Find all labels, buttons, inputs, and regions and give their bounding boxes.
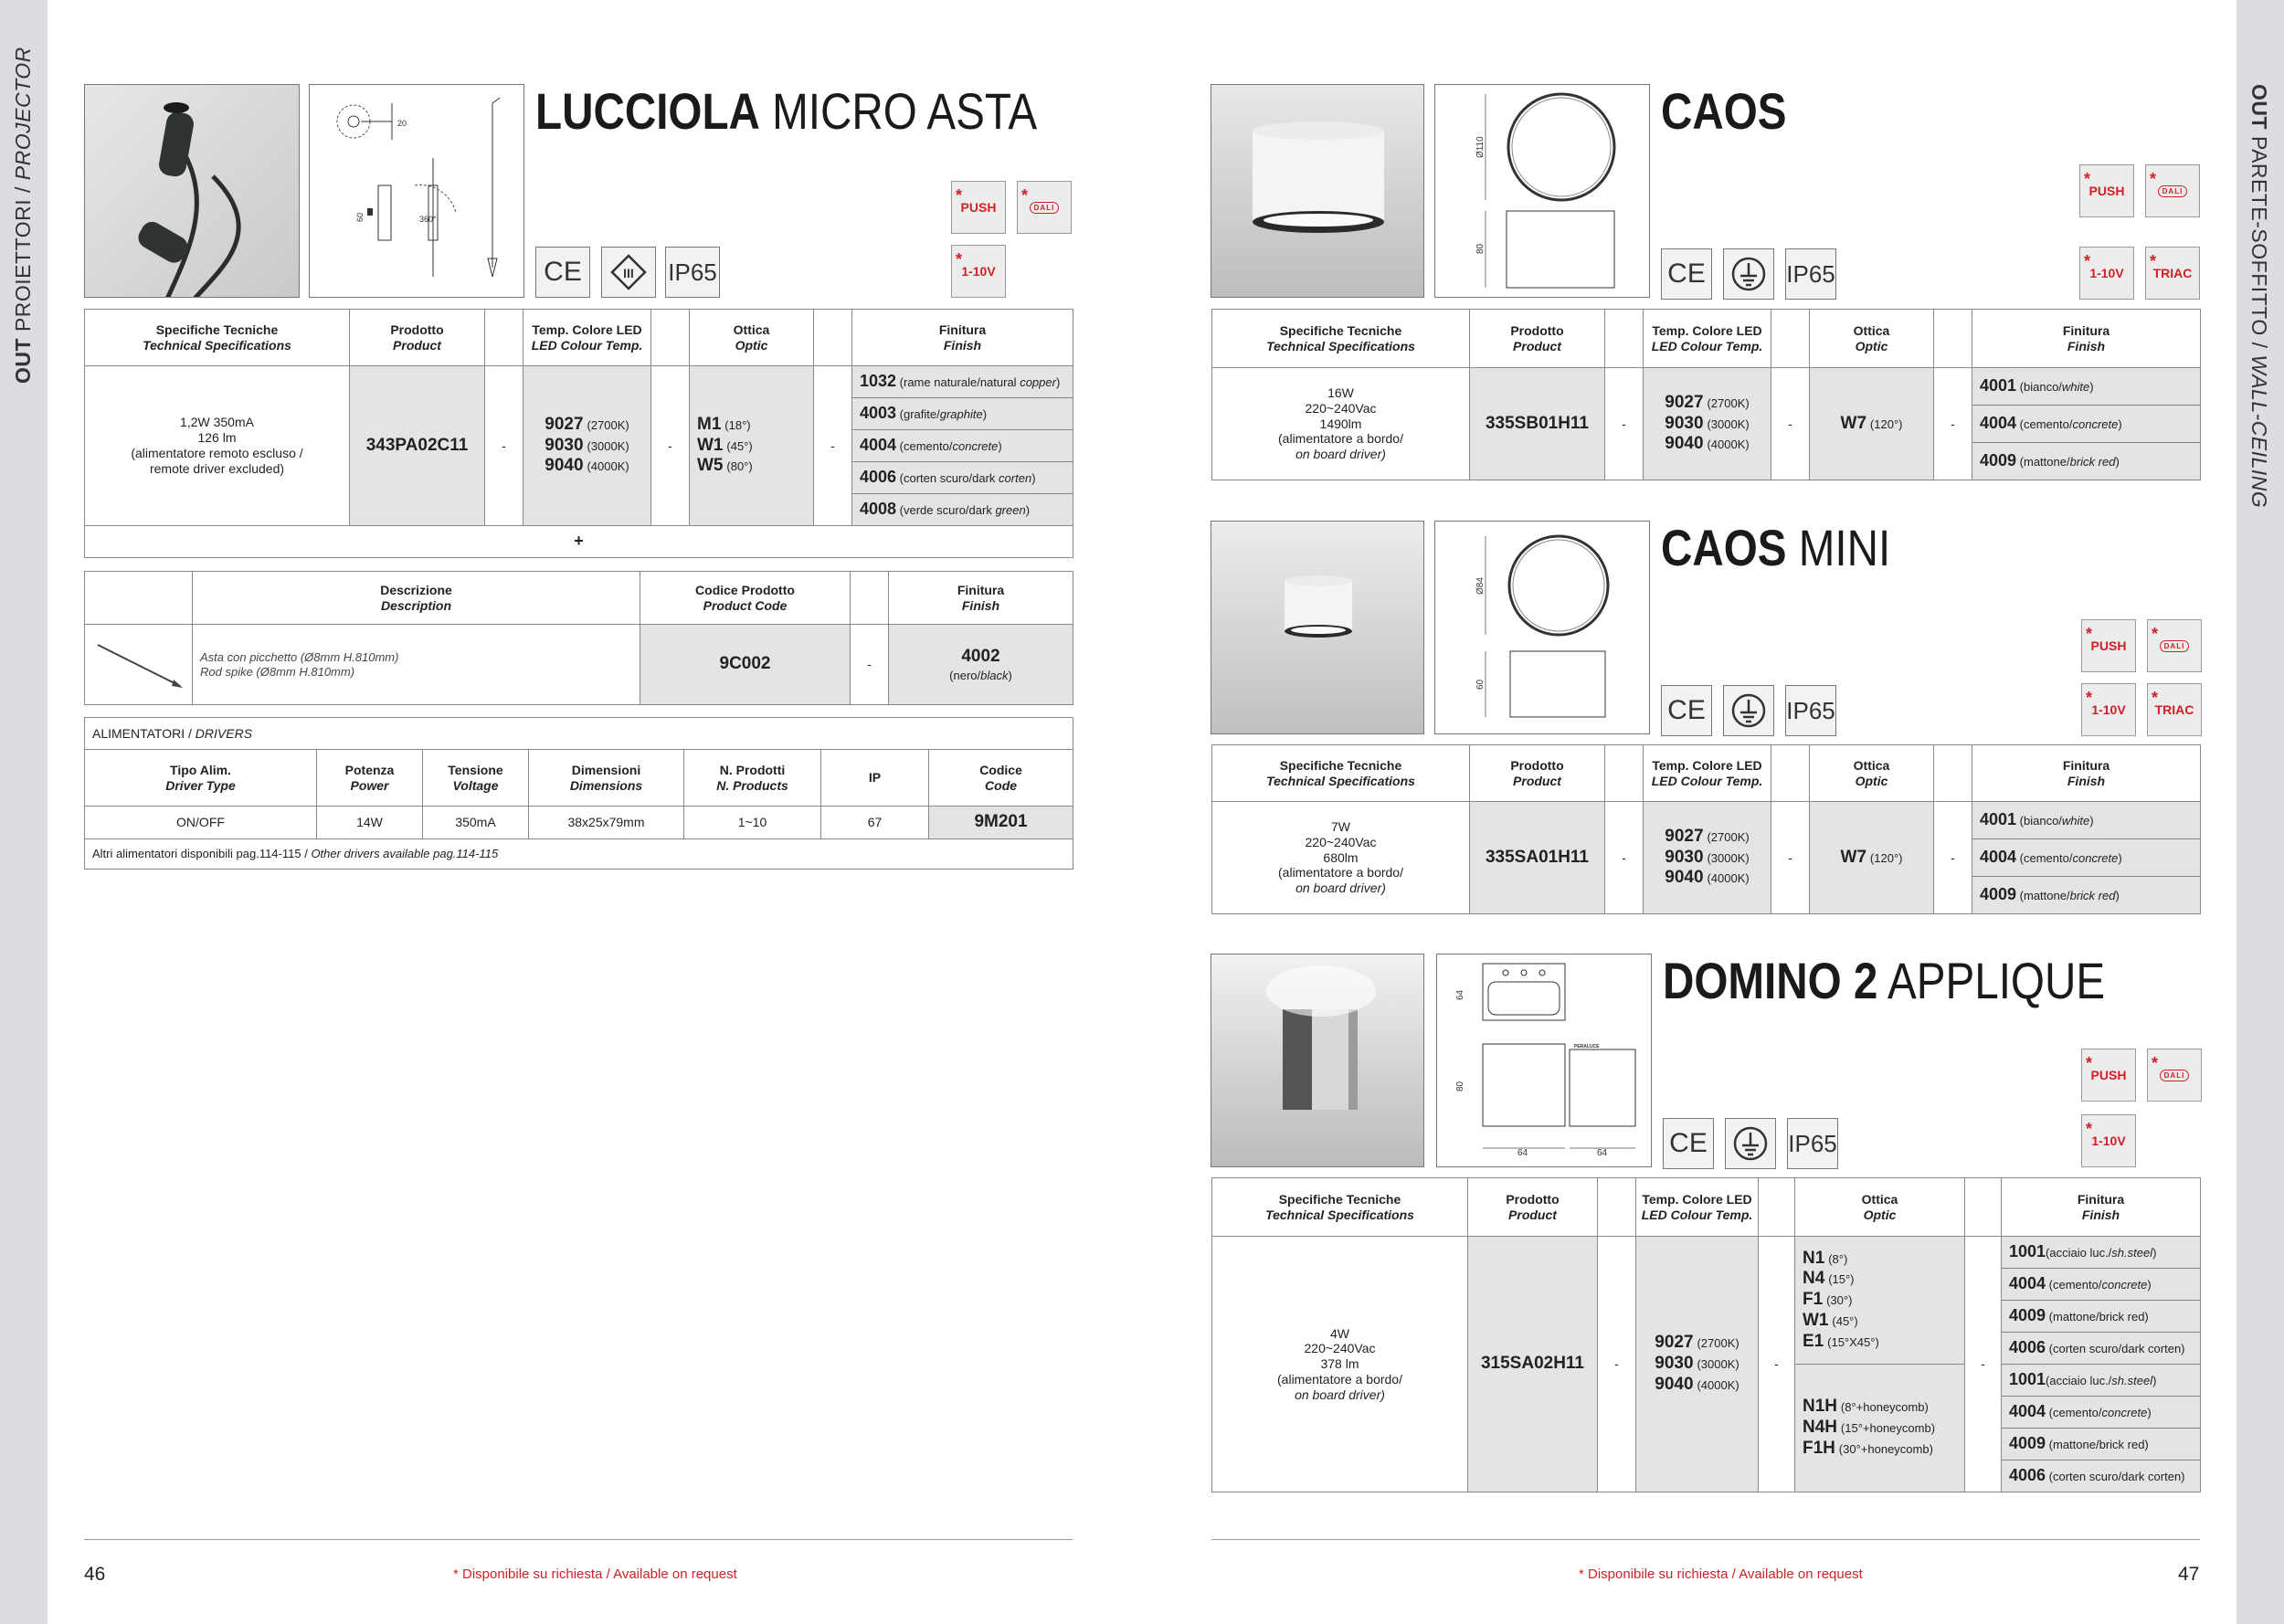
dali-badge: * DALI xyxy=(1017,181,1072,234)
accessory-description: Asta con picchetto (Ø8mm H.810mm) Rod spike (Ø8mm H.810mm) xyxy=(193,625,640,705)
lucciola-spec-cell: 1,2W 350mA 126 lm (alimentatore remoto escluso / remote driver excluded) xyxy=(85,366,350,526)
domino-spec-table: Specifiche Tecniche Technical Specifications Prodotto Product Temp. Colore LED LED Colour Temp. Ottica Optic Finitura Finish 4W 220~240Vac 378 lm (alimentatore a bordo/ on board driver) 315SA02H11 - 9027 (2700K) 9030 (3000K) 9040 (4000K) - N1 (8°) N4 (15°) F1 (30°) W1 (45°) E1 (15°X45°) - 1001(acciaio luc./sh.steel) 4004 (cemento/concrete) 4009 (mattone/brick red) 4006 (corten scuro/dark corten) N1H (8°+honeycomb) N4H (15°+honeycomb) F1H (30°+honeycomb) 1001(acciaio luc./sh.steel) 4004 (cemento/concrete) 4009 (mattone/brick red) 4006 (corten scuro/dark corten) xyxy=(1211,1177,2201,1492)
finish-row: 4004 (cemento/concrete) xyxy=(852,430,1073,462)
left-sidebar xyxy=(0,0,48,1624)
lucciola-optics: M1 (18°) W1 (45°) W5 (80°) xyxy=(690,366,814,526)
lucciola-dim-20: 20 xyxy=(397,119,407,128)
ce-mark: CE xyxy=(1661,685,1712,736)
caos-mini-optic: W7 (120°) xyxy=(1810,802,1934,914)
earth-icon xyxy=(1723,685,1774,736)
availability-note-right: * Disponibile su richiesta / Available on request xyxy=(1579,1566,1863,1582)
drv-header: IP xyxy=(821,750,929,807)
header-description: Descrizione Description xyxy=(193,572,640,625)
header-finish: Finitura Finish xyxy=(852,310,1073,366)
finish-row: 4009 (mattone/brick red) xyxy=(2002,1301,2201,1333)
lucciola-technical-drawing xyxy=(310,85,525,299)
finish-row: 4003 (grafite/graphite) xyxy=(852,398,1073,430)
svg-text:Ø84: Ø84 xyxy=(1475,577,1486,595)
finish-row: 1032 (rame naturale/natural copper) xyxy=(852,366,1073,398)
caos-mini-spec-cell: 7W 220~240Vac 680lm (alimentatore a bordo/ on board driver) xyxy=(1212,802,1470,914)
drv-header: N. Prodotti N. Products xyxy=(684,750,821,807)
finish-row: 4004 (cemento/concrete) xyxy=(1972,406,2201,443)
svg-text:80: 80 xyxy=(1455,1081,1465,1091)
lucciola-spec-table xyxy=(84,309,1073,558)
svg-text:Ø110: Ø110 xyxy=(1475,136,1486,158)
dali-badge: * DALI xyxy=(2145,164,2200,217)
drv-header: Codice Code xyxy=(929,750,1073,807)
svg-text:64: 64 xyxy=(1517,1148,1528,1158)
earth-icon xyxy=(1723,248,1774,300)
push-badge: * PUSH xyxy=(2081,1049,2136,1102)
domino-spec-cell: 4W 220~240Vac 378 lm (alimentatore a bordo/ on board driver) xyxy=(1212,1237,1468,1492)
drv-cell: 350mA xyxy=(423,807,529,839)
header-product: Prodotto Product xyxy=(350,310,485,366)
caos-drawing xyxy=(1434,84,1650,298)
page-number-left: 46 xyxy=(84,1564,106,1585)
lucciola-title: LUCCIOLA MICRO ASTA xyxy=(535,82,1038,140)
finish-row: 4006 (corten scuro/dark corten) xyxy=(852,462,1073,494)
drivers-table xyxy=(84,717,1073,870)
plus-row: + xyxy=(85,526,1073,558)
lucciola-photo-image xyxy=(85,85,300,298)
finish-row: 4004 (cemento/concrete) xyxy=(2002,1269,2201,1301)
drv-cell: 14W xyxy=(317,807,423,839)
drv-code: 9M201 xyxy=(929,807,1073,839)
right-sidebar-label: OUT PARETE-SOFFITTO / WALL-CEILING xyxy=(2247,84,2271,509)
ce-mark: CE xyxy=(535,247,590,298)
dash-cell: - xyxy=(485,366,523,526)
push-badge: * PUSH xyxy=(2081,619,2136,672)
1-10v-badge: * 1-10V xyxy=(2081,1114,2136,1167)
dash-cell: - xyxy=(651,366,690,526)
accessory-table xyxy=(84,571,1073,705)
finish-row: 4004 (cemento/concrete) xyxy=(2002,1397,2201,1429)
drv-header: Dimensioni Dimensions xyxy=(529,750,684,807)
caos-product-code: 335SB01H11 xyxy=(1470,368,1605,480)
caos-spec-table: Specifiche Tecniche Technical Specifications Prodotto Product Temp. Colore LED LED Colour Temp. Ottica Optic Finitura Finish 16W 220~240Vac 1490lm (alimentatore a bordo/ on board driver) 335SB01H11 - 9027 (2700K) 9030 (3000K) 9040 (4000K) - W7 (120°) - 4001 (bianco/white) 4004 (cemento/concrete) 4009 (mattone/brick red) xyxy=(1211,309,2201,480)
lucciola-temps: 9027 (2700K) 9030 (3000K) 9040 (4000K) xyxy=(523,366,651,526)
caos-mini-title: CAOS MINI xyxy=(1661,519,1891,576)
finish-row: 4009 (mattone/brick red) xyxy=(1972,877,2201,914)
svg-text:64: 64 xyxy=(1597,1148,1608,1158)
class-iii-icon xyxy=(601,247,656,298)
ce-mark: CE xyxy=(1663,1118,1714,1169)
accessory-code: 9C002 xyxy=(640,625,851,705)
finish-row: 4009 (mattone/brick red) xyxy=(1972,443,2201,480)
triac-badge: * TRIAC xyxy=(2147,683,2202,736)
domino-title: DOMINO 2 APPLIQUE xyxy=(1663,952,2106,1009)
ce-mark: CE xyxy=(1661,248,1712,300)
lucciola-photo xyxy=(84,84,300,298)
domino-photo xyxy=(1211,954,1424,1167)
right-sidebar xyxy=(2236,0,2284,1624)
lucciola-dim-360: 360° xyxy=(419,215,437,224)
earth-icon xyxy=(1725,1118,1776,1169)
dash-cell: - xyxy=(814,366,852,526)
1-10v-badge: * 1-10V xyxy=(2079,247,2134,300)
1-10v-badge: * 1-10V xyxy=(2081,683,2136,736)
finish-row: 1001(acciaio luc./sh.steel) xyxy=(2002,1237,2201,1269)
finish-row: 4006 (corten scuro/dark corten) xyxy=(2002,1461,2201,1492)
svg-text:PERALUCE: PERALUCE xyxy=(1574,1044,1600,1049)
footer-rule-right xyxy=(1211,1539,2200,1540)
ip65-badge: IP65 xyxy=(665,247,720,298)
availability-note-left: * Disponibile su richiesta / Available on request xyxy=(453,1566,737,1582)
caos-title: CAOS xyxy=(1661,82,1787,140)
domino-drawing xyxy=(1436,954,1652,1167)
caos-spec-cell: 16W 220~240Vac 1490lm (alimentatore a bordo/ on board driver) xyxy=(1212,368,1470,480)
ip65-badge: IP65 xyxy=(1785,685,1836,736)
dash-cell: - xyxy=(851,625,889,705)
domino-temps: 9027 (2700K) 9030 (3000K) 9040 (4000K) xyxy=(1636,1237,1759,1492)
finish-row: 4001 (bianco/white) xyxy=(1972,368,2201,406)
drv-header: Tipo Alim. Driver Type xyxy=(85,750,317,807)
caos-photo xyxy=(1211,84,1424,298)
domino-optics-honeycomb: N1H (8°+honeycomb) N4H (15°+honeycomb) F1H (30°+honeycomb) xyxy=(1795,1365,1965,1492)
caos-mini-product-code: 335SA01H11 xyxy=(1470,802,1605,914)
drv-cell: 38x25x79mm xyxy=(529,807,684,839)
lucciola-drawing xyxy=(309,84,524,298)
finish-row: 4008 (verde scuro/dark green) xyxy=(852,494,1073,526)
triac-badge: * TRIAC xyxy=(2145,247,2200,300)
header-spec: Specifiche Tecniche Technical Specifications xyxy=(85,310,350,366)
lucciola-product-code: 343PA02C11 xyxy=(350,366,485,526)
drv-header: Tensione Voltage xyxy=(423,750,529,807)
drv-cell: 1~10 xyxy=(684,807,821,839)
push-badge: * PUSH xyxy=(2079,164,2134,217)
finish-row: 4001 (bianco/white) xyxy=(1972,802,2201,839)
header-optic: Ottica Optic xyxy=(690,310,814,366)
rod-spike-icon xyxy=(85,625,193,705)
accessory-finish: 4002 (nero/black) xyxy=(889,625,1073,705)
ip65-badge: IP65 xyxy=(1785,248,1836,300)
drv-cell: ON/OFF xyxy=(85,807,317,839)
svg-text:80: 80 xyxy=(1475,243,1486,254)
drv-header: Potenza Power xyxy=(317,750,423,807)
page-number-right: 47 xyxy=(2178,1564,2200,1585)
ip65-badge: IP65 xyxy=(1787,1118,1838,1169)
domino-optics-standard: N1 (8°) N4 (15°) F1 (30°) W1 (45°) E1 (15°X45°) xyxy=(1795,1237,1965,1365)
caos-mini-drawing xyxy=(1434,521,1650,734)
dali-badge: * DALI xyxy=(2147,1049,2202,1102)
push-badge: * PUSH xyxy=(951,181,1006,234)
svg-text:III: III xyxy=(623,266,634,280)
drivers-title: ALIMENTATORI / DRIVERS xyxy=(85,718,1073,750)
finish-row: 4006 (corten scuro/dark corten) xyxy=(2002,1333,2201,1365)
finish-row: 4009 (mattone/brick red) xyxy=(2002,1429,2201,1461)
drivers-note: Altri alimentatori disponibili pag.114-115 / Other drivers available pag.114-115 xyxy=(85,839,1073,870)
header-finish: Finitura Finish xyxy=(889,572,1073,625)
drv-cell: 67 xyxy=(821,807,929,839)
left-sidebar-label: OUT PROIETTORI / PROJECTOR xyxy=(11,47,35,384)
caos-mini-spec-table: Specifiche Tecniche Technical Specifications Prodotto Product Temp. Colore LED LED Colour Temp. Ottica Optic Finitura Finish 7W 220~240Vac 680lm (alimentatore a bordo/ on board driver) 335SA01H11 - 9027 (2700K) 9030 (3000K) 9040 (4000K) - W7 (120°) - 4001 (bianco/white) 4004 (cemento/concrete) 4009 (mattone/brick red) xyxy=(1211,744,2201,914)
caos-mini-temps: 9027 (2700K) 9030 (3000K) 9040 (4000K) xyxy=(1644,802,1771,914)
domino-product-code: 315SA02H11 xyxy=(1468,1237,1598,1492)
dali-badge: * DALI xyxy=(2147,619,2202,672)
caos-mini-photo xyxy=(1211,521,1424,734)
finish-row: 1001(acciaio luc./sh.steel) xyxy=(2002,1365,2201,1397)
1-10v-badge: * 1-10V xyxy=(951,245,1006,298)
caos-optic: W7 (120°) xyxy=(1810,368,1934,480)
finish-row: 4004 (cemento/concrete) xyxy=(1972,839,2201,877)
footer-rule-left xyxy=(84,1539,1073,1540)
header-temp: Temp. Colore LED LED Colour Temp. xyxy=(523,310,651,366)
header-product-code: Codice Prodotto Product Code xyxy=(640,572,851,625)
caos-temps: 9027 (2700K) 9030 (3000K) 9040 (4000K) xyxy=(1644,368,1771,480)
svg-text:60: 60 xyxy=(1475,679,1486,690)
lucciola-dim-60: 60 xyxy=(355,212,365,222)
svg-text:64: 64 xyxy=(1455,989,1465,1000)
